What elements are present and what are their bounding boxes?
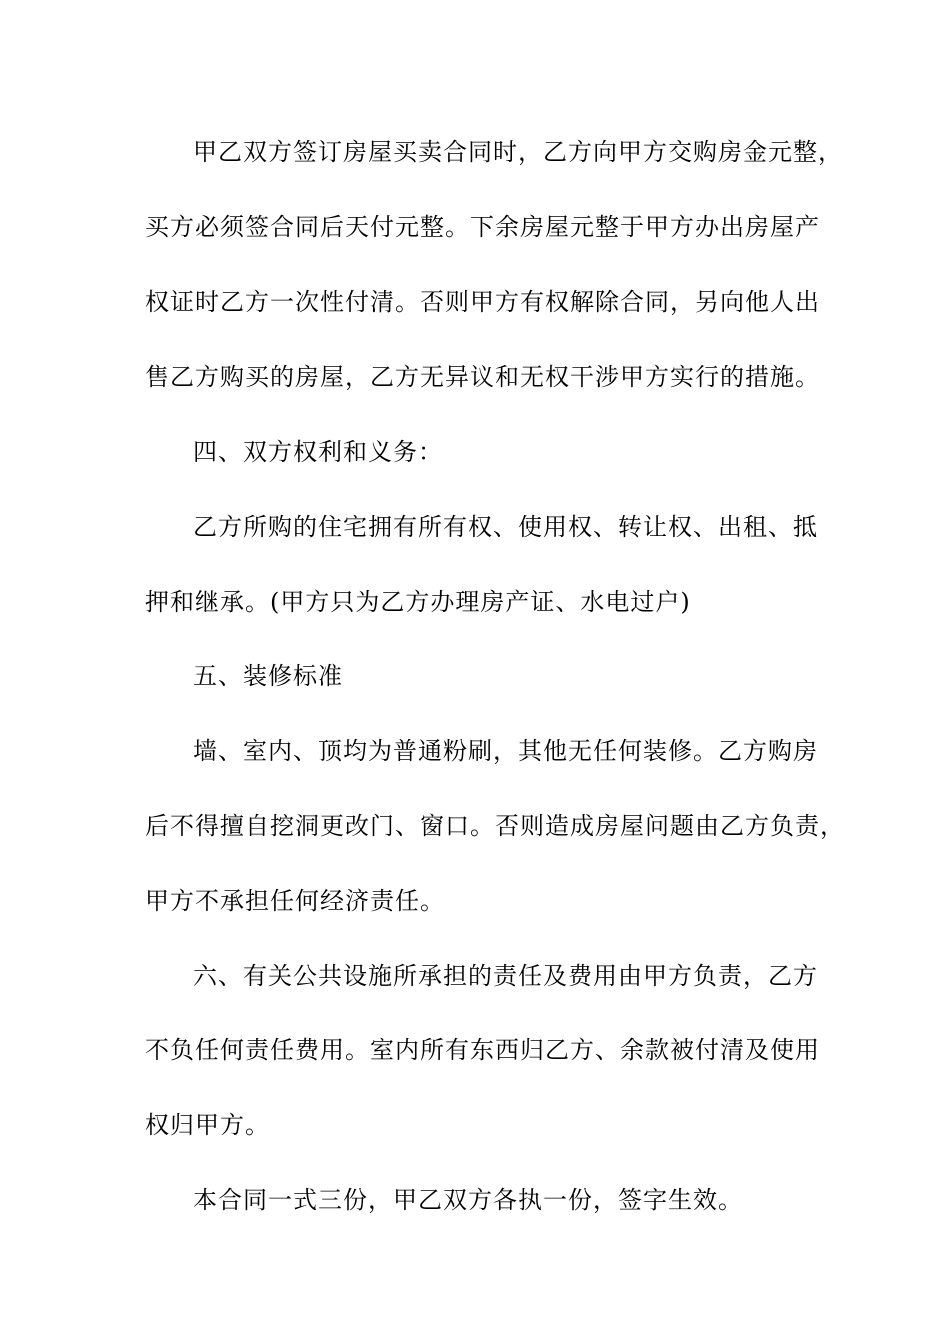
section-heading: 六、有关公共设施所承担的责任及费用由甲方负责，乙方 xyxy=(193,962,818,990)
paragraph-line: 权归甲方。 xyxy=(145,1111,270,1139)
paragraph-line: 不负任何责任费用。室内所有东西归乙方、余款被付清及使用 xyxy=(145,1036,820,1064)
paragraph-line: 权证时乙方一次性付清。否则甲方有权解除合同，另向他人出 xyxy=(145,288,820,316)
paragraph-line: 乙方所购的住宅拥有所有权、使用权、转让权、出租、抵 xyxy=(193,513,818,541)
paragraph-line: 甲乙双方签订房屋买卖合同时，乙方向甲方交购房金元整， xyxy=(193,138,843,166)
section-heading: 四、双方权利和义务： xyxy=(193,438,443,466)
section-heading: 五、装修标准 xyxy=(193,662,343,690)
paragraph-line: 买方必须签合同后天付元整。下余房屋元整于甲方办出房屋产 xyxy=(145,213,820,241)
paragraph-line: 甲方不承担任何经济责任。 xyxy=(145,887,445,915)
paragraph-line: 押和继承。(甲方只为乙方办理房产证、水电过户) xyxy=(145,588,691,616)
paragraph-line: 墙、室内、顶均为普通粉刷，其他无任何装修。乙方购房 xyxy=(193,737,818,765)
paragraph-line: 售乙方购买的房屋，乙方无异议和无权干涉甲方实行的措施。 xyxy=(145,363,820,391)
paragraph-line: 本合同一式三份，甲乙双方各执一份，签字生效。 xyxy=(193,1186,743,1214)
paragraph-line: 后不得擅自挖洞更改门、窗口。否则造成房屋问题由乙方负责， xyxy=(145,812,845,840)
